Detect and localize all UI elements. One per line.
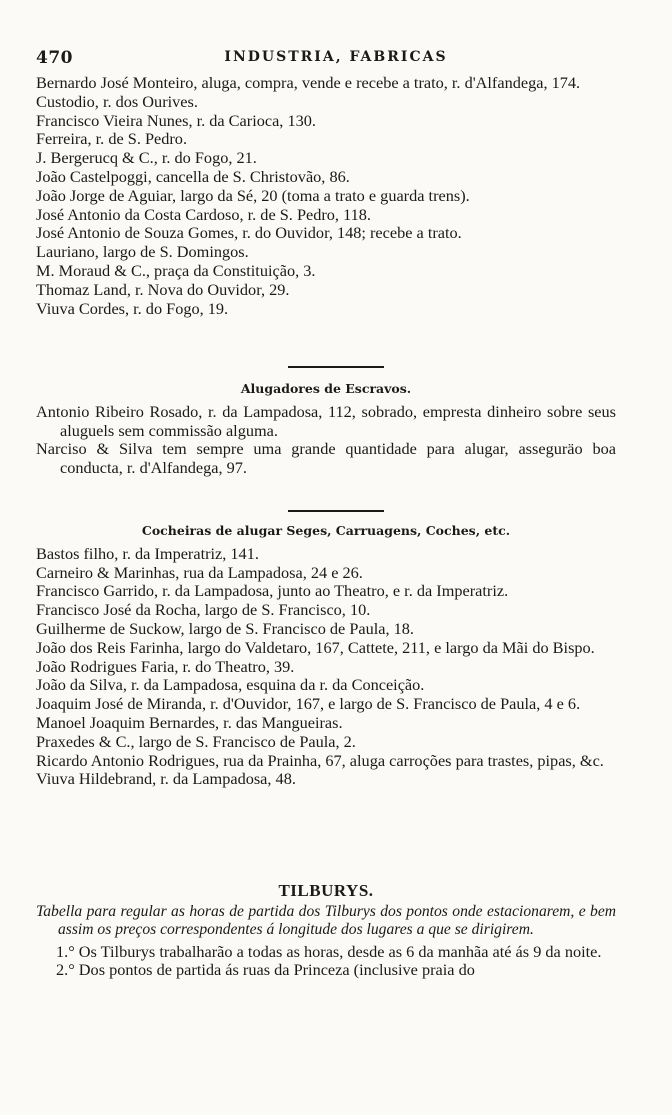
list-item: Thomaz Land, r. Nova do Ouvidor, 29. — [36, 279, 290, 299]
list-item: João dos Reis Farinha, largo do Valdetaro, 167, Cattete, 211, e largo da Mãi do Bispo. — [36, 637, 595, 657]
list-item: Bernardo José Monteiro, aluga, compra, vende e recebe a trato, r. d'Alfandega, 174. — [36, 73, 581, 92]
list-item: Ferreira, r. de S. Pedro. — [36, 129, 188, 149]
section-coach-stables — [36, 522, 616, 789]
section-heading: TILBURYS. — [278, 881, 374, 900]
list-item: Bastos filho, r. da Imperatriz, 141. — [36, 543, 259, 563]
list-item: João Jorge de Aguiar, largo da Sé, 20 (toma a trato e guarda trens). — [36, 185, 470, 205]
list-item: Carneiro & Marinhas, rua da Lampadosa, 24 e 26. — [36, 562, 363, 582]
list-item: Joaquim José de Miranda, r. d'Ouvidor, 167, e largo de S. Francisco de Paula, 4 e 6. — [36, 694, 581, 714]
section-heading: Alugadores de Escravos. — [240, 381, 412, 396]
list-item: José Antonio da Costa Cardoso, r. de S. Pedro, 118. — [36, 204, 371, 224]
list-item: Francisco José da Rocha, largo de S. Francisco, 10. — [36, 600, 371, 620]
list-item: Custodio, r. dos Ourives. — [36, 91, 198, 111]
section-tilburys — [36, 882, 616, 980]
rule-paragraph: 2.° Dos pontos de partida ás ruas da Princeza (inclusive praia do — [56, 960, 475, 980]
list-item: Francisco Vieira Nunes, r. da Carioca, 130. — [36, 110, 316, 130]
running-title: INDUSTRIA, FABRICAS — [224, 49, 448, 65]
running-header — [36, 48, 636, 70]
list-item: Viuva Hildebrand, r. da Lampadosa, 48. — [36, 769, 296, 789]
list-item: José Antonio de Souza Gomes, r. do Ouvidor, 148; recebe a trato. — [36, 223, 462, 243]
list-item: Manoel Joaquim Bernardes, r. das Mangueiras. — [36, 712, 343, 732]
list-item: João Castelpoggi, cancella de S. Christovão, 86. — [36, 166, 350, 186]
list-item: Narciso & Silva tem sempre uma grande quantidade para alugar, asseguräo boa conducta, r. d'Alfandega, 97. — [36, 439, 616, 478]
list-item: Viuva Cordes, r. do Fogo, 19. — [36, 298, 229, 318]
list-item: Antonio Ribeiro Rosado, r. da Lampadosa, 112, sobrado, empresta dinheiro sobre seus aluguels sem commissão alguma. — [36, 401, 616, 440]
page-number: 470 — [36, 48, 73, 68]
list-item: João da Silva, r. da Lampadosa, esquina da r. da Conceição. — [36, 675, 425, 695]
section-divider — [288, 510, 384, 512]
list-item: M. Moraud & C., praça da Constituição, 3. — [36, 260, 316, 280]
list-item: Guilherme de Suckow, largo de S. Francisco de Paula, 18. — [36, 618, 415, 638]
list-item: J. Bergerucq & C., r. do Fogo, 21. — [36, 148, 257, 168]
list-item: Francisco Garrido, r. da Lampadosa, junto ao Theatro, e r. da Imperatriz. — [36, 581, 509, 601]
table-caption: Tabella para regular as horas de partida dos Tilburys dos pontos onde estacionarem, e bem assim os preços correspondentes á longitude dos lugares a que se dirigirem. — [36, 902, 616, 939]
list-item: Praxedes & C., largo de S. Francisco de Paula, 2. — [36, 731, 356, 751]
list-item: João Rodrigues Faria, r. do Theatro, 39. — [36, 656, 295, 676]
rule-paragraph: 1.° Os Tilburys trabalharão a todas as horas, desde as 6 da manhãa até ás 9 da noite. — [56, 941, 602, 961]
entries-top — [36, 74, 616, 318]
list-item: Ricardo Antonio Rodrigues, rua da Prainha, 67, aluga carroções para trastes, pipas, &c. — [36, 750, 604, 770]
section-heading: Cocheiras de alugar Seges, Carruagens, Coches, etc. — [141, 523, 511, 538]
section-slave-renters — [36, 380, 616, 478]
list-item: Lauriano, largo de S. Domingos. — [36, 242, 249, 262]
section-divider — [288, 366, 384, 368]
